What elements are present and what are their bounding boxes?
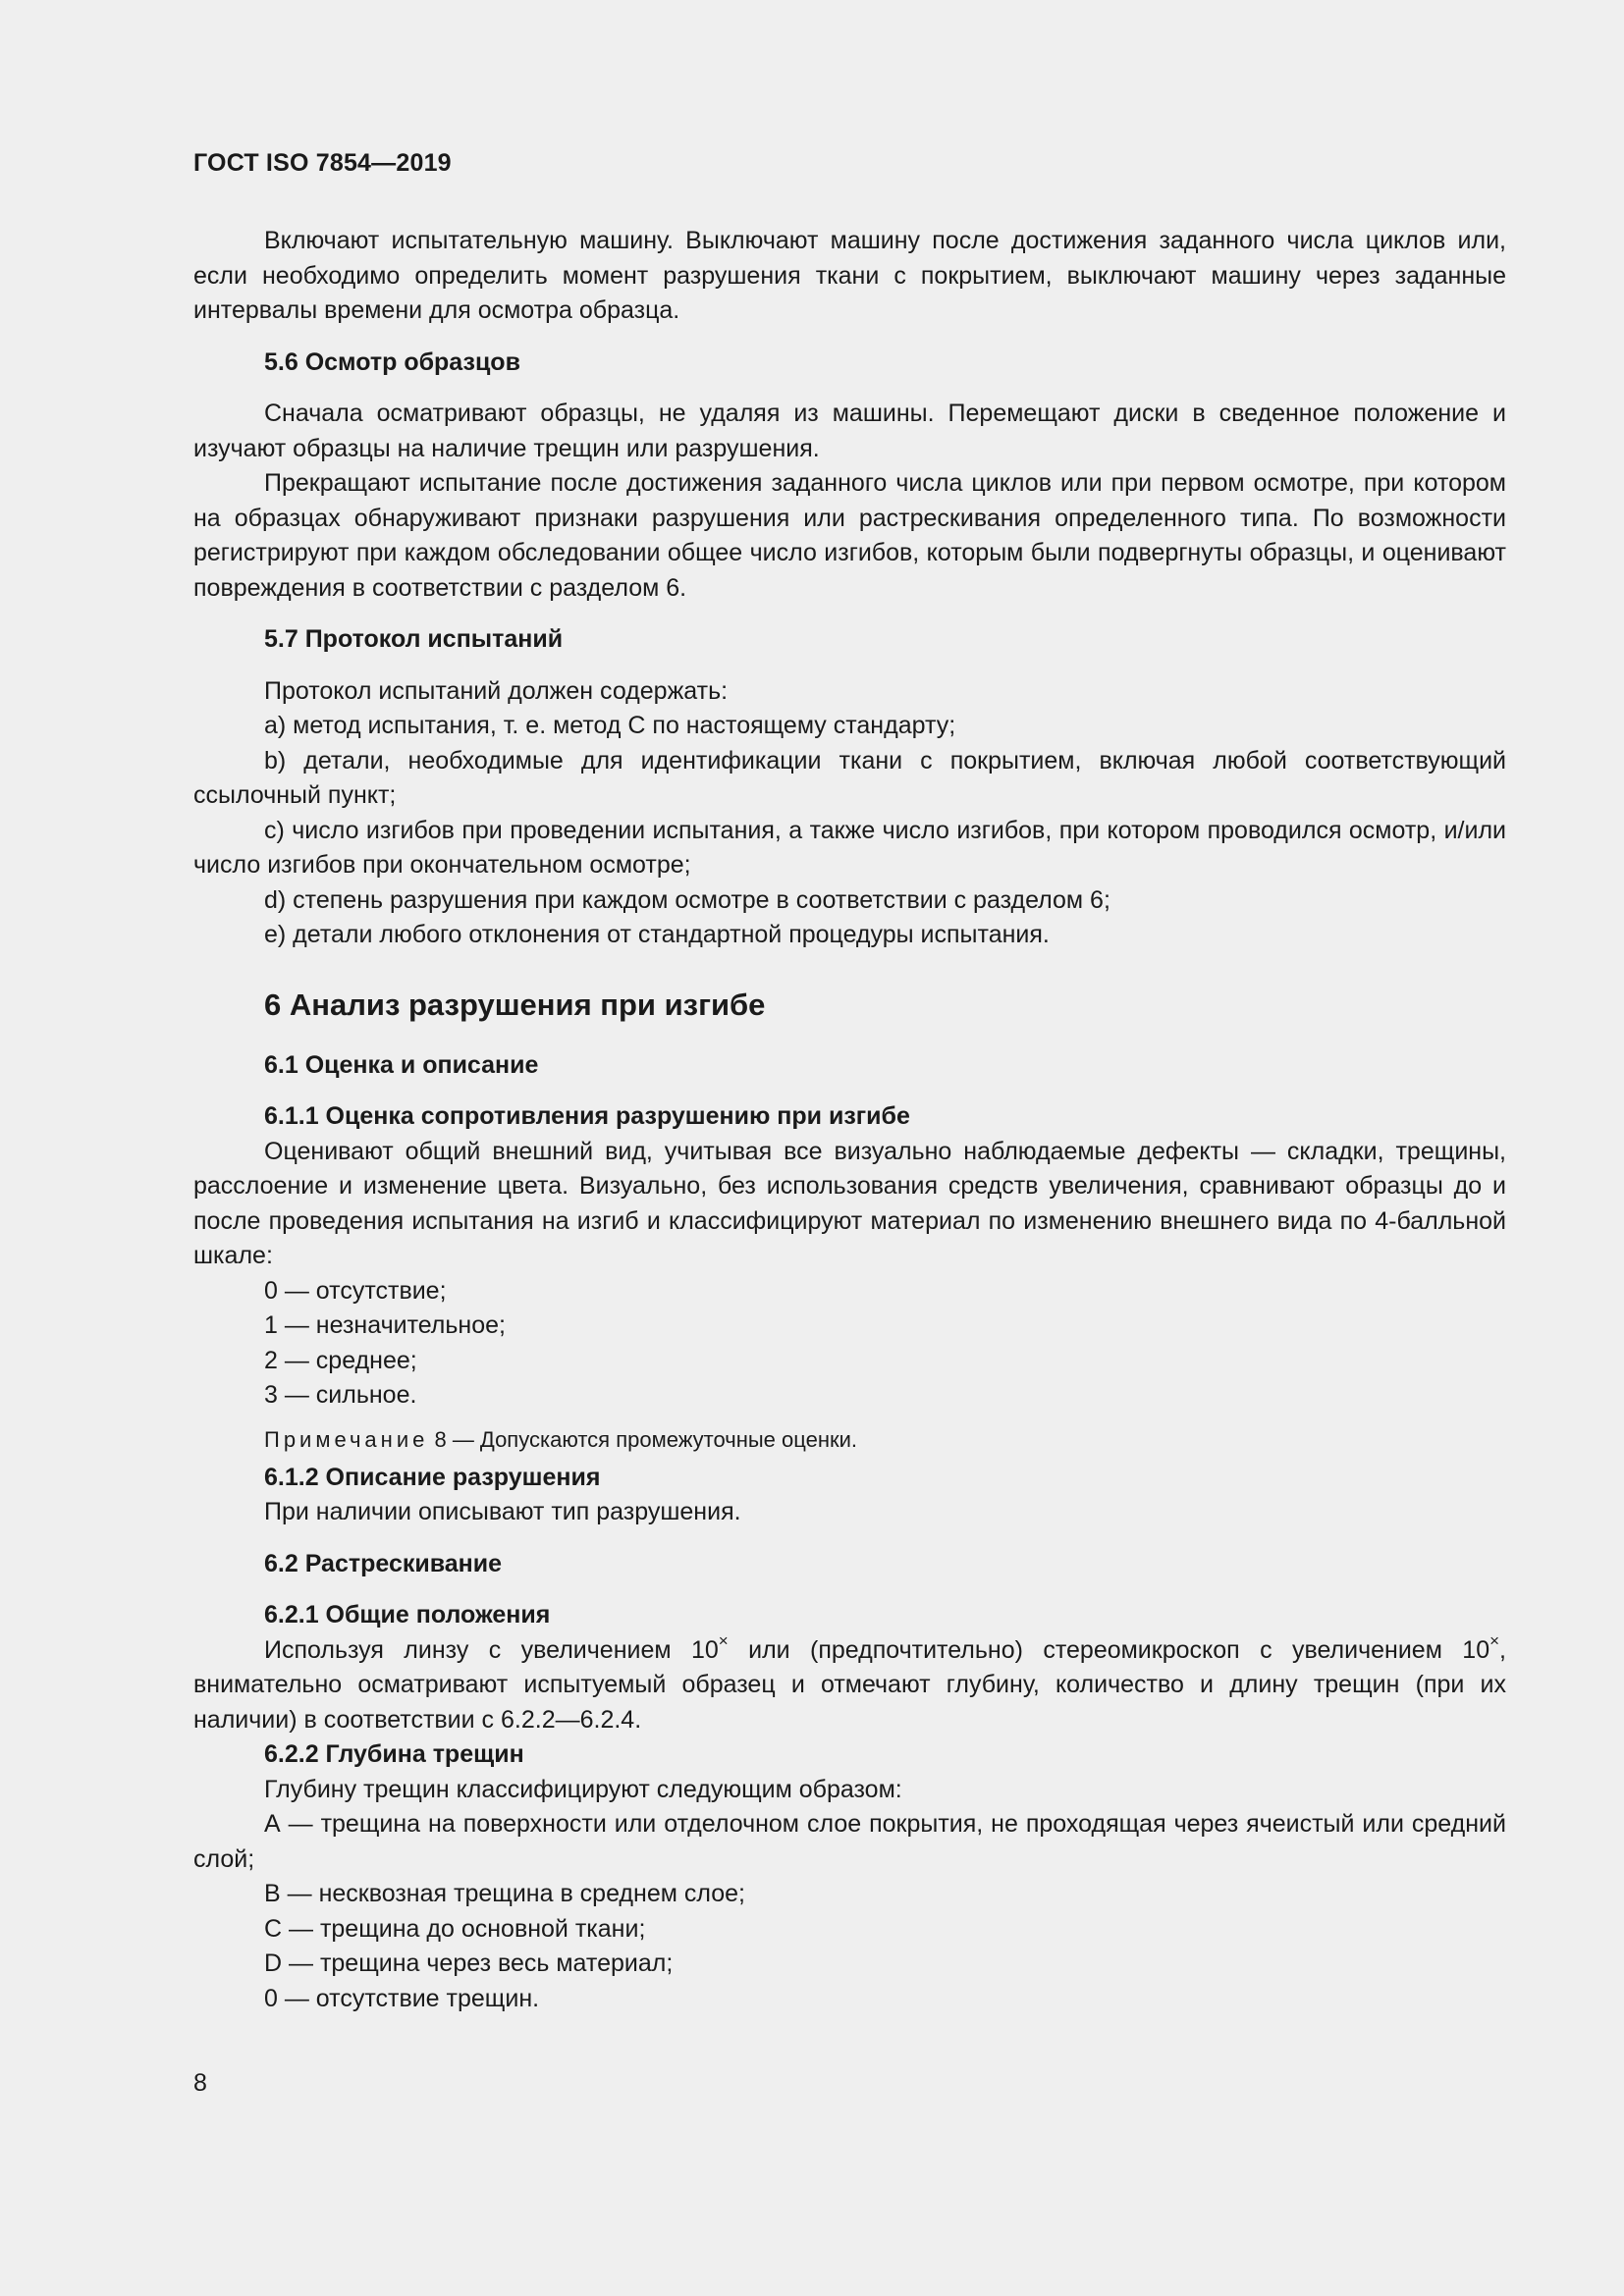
list-item: c) число изгибов при проведении испытания, а также число изгибов, при котором проводился осмотр, и/или число изгибов при окончательном осмотре;: [193, 816, 1506, 879]
section-6-2-1-heading: 6.2.1 Общие положения: [264, 1601, 551, 1629]
section-6-2-heading: 6.2 Растрескивание: [264, 1549, 503, 1577]
section-6-1-1-paragraph: Оценивают общий внешний вид, учитывая все визуально наблюдаемые дефекты — складки, трещины, расслоение и изменение цвета. Визуально, без использования средств увеличения, сравнивают образцы до и после проведения испытания на изгиб и классифицируют материал по изменению внешнего вида по 4-балльной шкале:: [193, 1137, 1506, 1269]
crack-depth-item: В — несквозная трещина в среднем слое;: [264, 1880, 745, 1907]
crack-depth-item: С — трещина до основной ткани;: [264, 1914, 646, 1943]
crack-depth-item: 0 — отсутствие трещин.: [264, 1984, 540, 2012]
crack-depth-item: D — трещина через весь материал;: [264, 1949, 674, 1977]
crack-depth-item: А — трещина на поверхности или отделочном слое покрытия, не проходящая через ячеистый или средний слой;: [193, 1810, 1506, 1873]
section-5-7-heading: 5.7 Протокол испытаний: [264, 625, 564, 653]
section-6-1-heading: 6.1 Оценка и описание: [264, 1050, 539, 1079]
section-5-6-paragraph-1: Сначала осматривают образцы, не удаляя из машины. Перемещают диски в сведенное положение и изучают образцы на наличие трещин или разрушения.: [193, 400, 1506, 462]
list-item: d) степень разрушения при каждом осмотре в соответствии с разделом 6;: [264, 885, 1110, 914]
note-label: Примечание: [264, 1426, 429, 1452]
section-6-2-1-paragraph: Используя линзу с увеличением 10× или (предпочтительно) стереомикроскоп с увеличением 10×, внимательно осматривают испытуемый образец и отмечают глубину, количество и длину трещин (при их наличии) в соответствии с 6.2.2—6.2.4.: [193, 1631, 1506, 1734]
scale-item: 1 — незначительное;: [264, 1311, 506, 1339]
section-6-1-1-heading: 6.1.1 Оценка сопротивления разрушению при изгибе: [264, 1102, 910, 1130]
list-item: b) детали, необходимые для идентификации ткани с покрытием, включая любой соответствующий ссылочный пункт;: [193, 746, 1506, 809]
list-item: e) детали любого отклонения от стандартной процедуры испытания.: [264, 921, 1050, 948]
section-6-1-2-heading: 6.1.2 Описание разрушения: [264, 1463, 601, 1491]
document-header: ГОСТ ISO 7854—2019: [193, 149, 452, 177]
section-5-7-intro: Протокол испытаний должен содержать:: [264, 676, 729, 705]
page-number: 8: [193, 2069, 207, 2097]
note: [193, 1425, 1506, 1455]
section-5-6-heading: 5.6 Осмотр образцов: [264, 347, 520, 376]
note-text: 8 — Допускаются промежуточные оценки.: [434, 1426, 858, 1452]
scale-item: 0 — отсутствие;: [264, 1276, 447, 1305]
intro-paragraph: Включают испытательную машину. Выключают машину после достижения заданного числа циклов или, если необходимо определить момент разрушения ткани с покрытием, выключают машину через заданные интервалы времени для осмотра образца.: [193, 227, 1506, 324]
section-6-2-2-heading: 6.2.2 Глубина трещин: [264, 1740, 524, 1768]
scale-item: 3 — сильное.: [264, 1381, 417, 1409]
section-6-2-2-intro: Глубину трещин классифицируют следующим образом:: [264, 1775, 902, 1803]
list-item: a) метод испытания, т. е. метод С по настоящему стандарту;: [264, 712, 956, 739]
page-body: [193, 224, 1506, 2016]
section-5-6-paragraph-2: Прекращают испытание после достижения заданного числа циклов или при первом осмотре, при котором на образцах обнаруживают признаки разрушения или растрескивания определенного типа. По возможности регистрируют при каждом обследовании общее число изгибов, которым были подвергнуты образцы, и оценивают повреждения в соответствии с разделом 6.: [193, 469, 1506, 602]
scale-item: 2 — среднее;: [264, 1346, 417, 1374]
section-6-1-2-paragraph: При наличии описывают тип разрушения.: [264, 1498, 741, 1525]
section-6-heading: 6 Анализ разрушения при изгибе: [264, 987, 766, 1022]
